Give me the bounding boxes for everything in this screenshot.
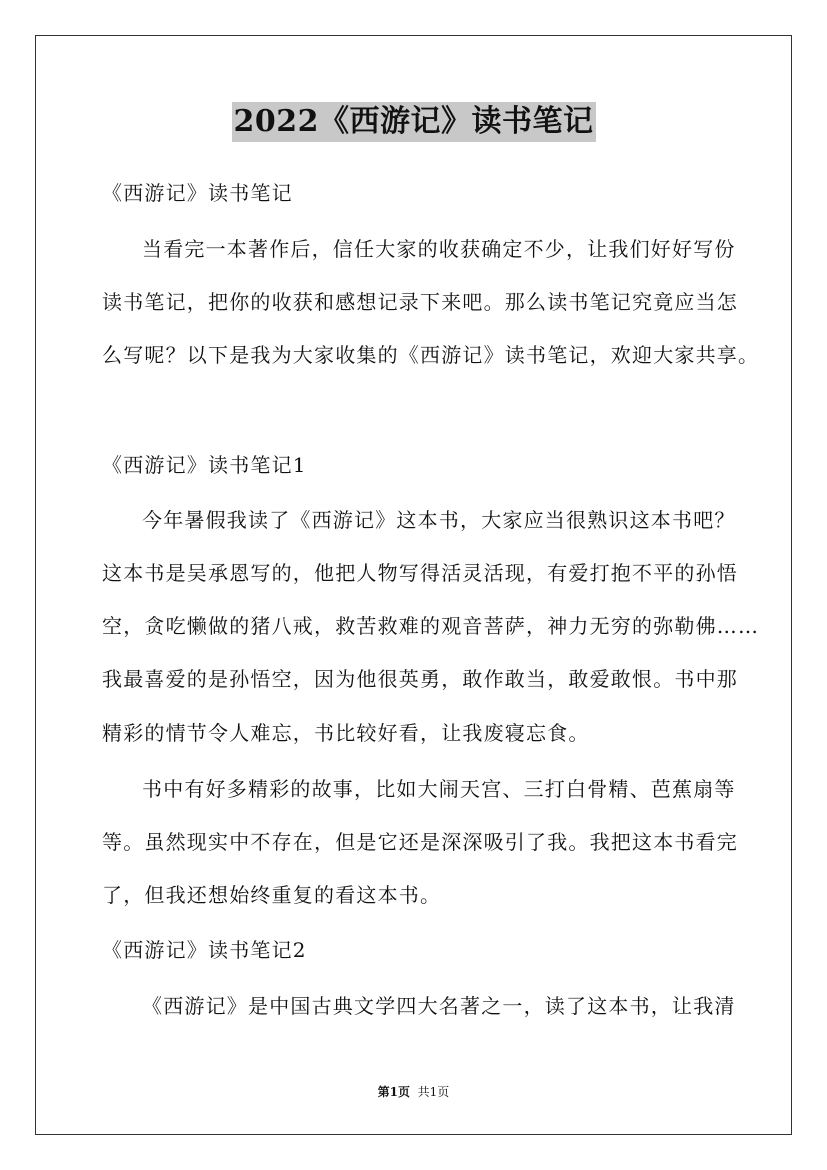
page-footer: [0, 1083, 827, 1101]
paragraph-line: 了，但我还想始终重复的看这本书。: [102, 883, 442, 907]
section-heading: 《西游记》读书笔记1: [102, 453, 307, 477]
paragraph-line: 等。虽然现实中不存在，但是它还是深深吸引了我。我把这本书看完: [102, 830, 738, 854]
page-number: 第1页: [377, 1085, 411, 1099]
paragraph-line: 今年暑假我读了《西游记》这本书，大家应当很熟识这本书吧？: [142, 508, 736, 532]
paragraph-line: 么写呢？以下是我为大家收集的《西游记》读书笔记，欢迎大家共享。: [102, 343, 760, 367]
section-heading: 《西游记》读书笔记2: [102, 938, 307, 962]
paragraph-line: 精彩的情节令人难忘，书比较好看，让我废寝忘食。: [102, 721, 590, 745]
paragraph-line: 空，贪吃懒做的猪八戒，救苦救难的观音菩萨，神力无穷的弥勒佛……: [102, 614, 760, 638]
section-heading: 《西游记》读书笔记: [102, 181, 293, 205]
page-total: 共1页: [417, 1085, 450, 1099]
paragraph-line: 当看完一本著作后，信任大家的收获确定不少，让我们好好写份: [142, 237, 736, 261]
paragraph-line: 《西游记》是中国古典文学四大名著之一，读了这本书，让我清: [142, 994, 736, 1018]
paragraph-line: 我最喜爱的是孙悟空，因为他很英勇，敢作敢当，敢爱敢恨。书中那: [102, 667, 738, 691]
title-container: [0, 102, 827, 142]
document-title: 2022《西游记》读书笔记: [232, 102, 596, 142]
paragraph-line: 书中有好多精彩的故事，比如大闹天宫、三打白骨精、芭蕉扇等: [142, 777, 736, 801]
paragraph-line: 读书笔记，把你的收获和感想记录下来吧。那么读书笔记究竟应当怎: [102, 290, 738, 314]
paragraph-line: 这本书是吴承恩写的，他把人物写得活灵活现，有爱打抱不平的孙悟: [102, 561, 738, 585]
